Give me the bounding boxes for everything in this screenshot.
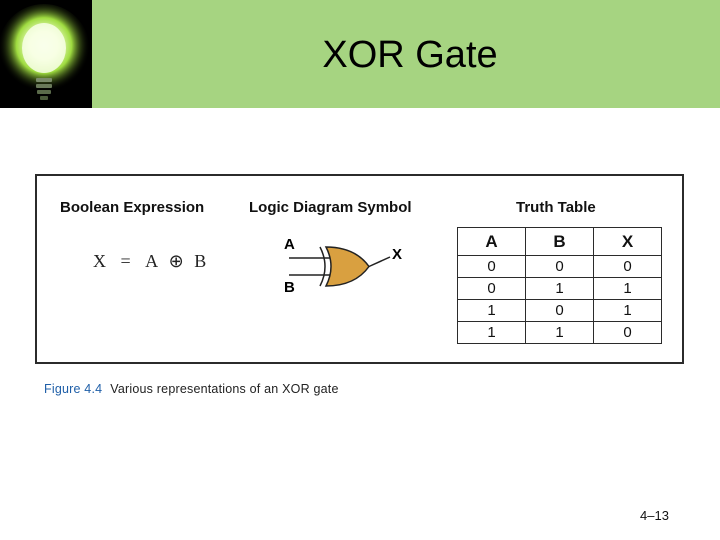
truth-table-heading: Truth Table <box>516 199 596 216</box>
truth-table-header: B <box>526 228 594 256</box>
page-number: 4–13 <box>640 508 669 523</box>
truth-table-cell: 0 <box>458 256 526 278</box>
truth-table-cell: 0 <box>458 278 526 300</box>
truth-table-cell: 1 <box>458 322 526 344</box>
truth-table-row <box>458 278 662 300</box>
figure-caption-label: Figure 4.4 <box>44 382 103 396</box>
truth-table-cell: 1 <box>526 278 594 300</box>
truth-table-header: X <box>594 228 662 256</box>
figure-frame <box>35 174 684 364</box>
xor-gate-diagram <box>277 231 417 301</box>
truth-table-row <box>458 256 662 278</box>
truth-table-cell: 1 <box>526 322 594 344</box>
truth-table-header: A <box>458 228 526 256</box>
xor-gate-symbol <box>277 231 417 301</box>
figure-caption <box>44 382 339 396</box>
truth-table-row <box>458 322 662 344</box>
boolean-expression <box>93 251 207 272</box>
figure-caption-text: Various representations of an XOR gate <box>110 382 339 396</box>
truth-table-cell: 0 <box>526 300 594 322</box>
gate-input-a-label: A <box>284 236 295 253</box>
expression-operand-b: B <box>194 251 208 271</box>
truth-table-cell: 0 <box>594 256 662 278</box>
slide-title: XOR Gate <box>322 34 498 76</box>
lightbulb-icon <box>0 0 92 108</box>
lightbulb-logo <box>0 0 92 108</box>
xor-operator: ⊕ <box>168 251 185 271</box>
truth-table-cell: 1 <box>594 278 662 300</box>
logic-diagram-heading: Logic Diagram Symbol <box>249 199 412 216</box>
expression-output: X <box>93 251 107 271</box>
truth-table <box>457 227 662 344</box>
truth-table-cell: 0 <box>526 256 594 278</box>
gate-output-label: X <box>392 246 403 263</box>
truth-table-header-row <box>458 228 662 256</box>
truth-table-cell: 1 <box>458 300 526 322</box>
expression-operand-a: A <box>145 251 160 271</box>
truth-table-row <box>458 300 662 322</box>
boolean-expression-heading: Boolean Expression <box>60 199 205 216</box>
expression-equals: = <box>120 251 132 271</box>
truth-table-cell: 0 <box>594 322 662 344</box>
truth-table-cell: 1 <box>594 300 662 322</box>
gate-input-b-label: B <box>284 279 295 296</box>
